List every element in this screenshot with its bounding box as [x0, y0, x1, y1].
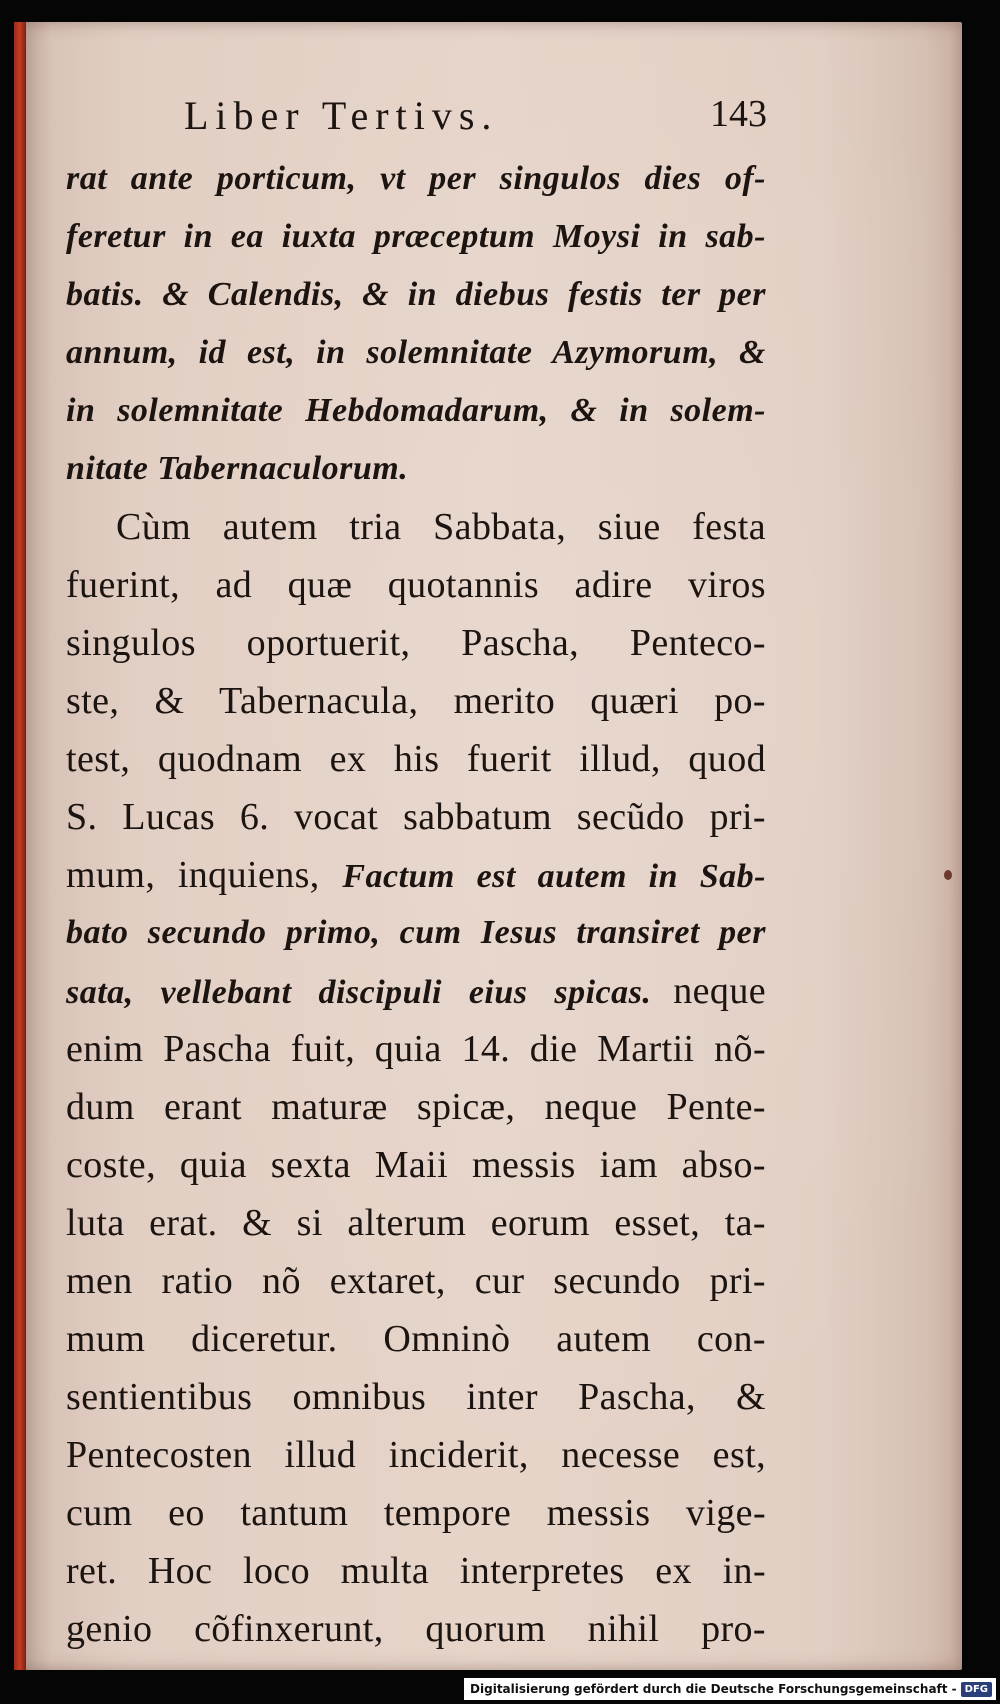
- text-segment-roman: neque: [673, 970, 766, 1012]
- text-line: luta erat. & si alterum eorum esset, ta-: [66, 1202, 766, 1244]
- text-line: coste, quia sexta Maii messis iam abso-: [66, 1144, 766, 1186]
- text-line: S. Lucas 6. vocat sabbatum secũdo pri-: [66, 796, 766, 838]
- text-line: test, quodnam ex his fuerit illud, quod: [66, 738, 766, 780]
- text-line: in solemnitate Hebdomadarum, & in solem-: [66, 392, 766, 429]
- text-line: men ratio nõ extaret, cur secundo pri-: [66, 1260, 766, 1302]
- text-line: annum, id est, in solemnitate Azymorum, &: [66, 334, 766, 371]
- text-line: fuerint, ad quæ quotannis adire viros: [66, 564, 766, 606]
- text-line-mixed: [66, 962, 766, 1020]
- text-line: genio cõfinxerunt, quorum nihil pro-: [66, 1608, 766, 1650]
- text-segment-italic: Factum est autem in Sab-: [342, 858, 766, 895]
- text-line: Pentecosten illud inciderit, necesse est,: [66, 1434, 766, 1476]
- text-segment-roman: mum, inquiens,: [66, 854, 343, 896]
- text-line: sentientibus omnibus inter Pascha, &: [66, 1376, 766, 1418]
- text-line: mum diceretur. Omninò autem con-: [66, 1318, 766, 1360]
- paper-stain-speck: [944, 870, 952, 880]
- text-line: dum erant maturæ spicæ, neque Pente-: [66, 1086, 766, 1128]
- book-spine-edge: [14, 22, 26, 1670]
- text-line: enim Pascha fuit, quia 14. die Martii nõ-: [66, 1028, 766, 1070]
- dfg-logo-icon: DFG: [961, 1682, 992, 1697]
- text-line: Cùm autem tria Sabbata, siue festa: [116, 506, 766, 548]
- text-line: nitate Tabernaculorum.: [66, 450, 409, 487]
- text-line: bato secundo primo, cum Iesus transiret per: [66, 914, 766, 951]
- text-line-mixed: [66, 846, 766, 904]
- text-line: ret. Hoc loco multa interpretes ex in-: [66, 1550, 766, 1592]
- text-line: cum eo tantum tempore messis vige-: [66, 1492, 766, 1534]
- page-number: 143: [710, 93, 767, 135]
- text-line: rat ante porticum, vt per singulos dies of-: [66, 160, 766, 197]
- text-line: singulos oportuerit, Pascha, Penteco-: [66, 622, 766, 664]
- page-body: [66, 150, 766, 1658]
- credit-text: Digitalisierung gefördert durch die Deutsche Forschungsgemeinschaft -: [470, 1682, 957, 1696]
- text-line: feretur in ea iuxta præceptum Moysi in sab-: [66, 218, 766, 255]
- text-segment-italic: sata, vellebant discipuli eius spicas.: [66, 974, 652, 1011]
- book-page: [14, 22, 962, 1670]
- text-line: batis. & Calendis, & in diebus festis ter per: [66, 276, 766, 313]
- digitization-credit: [464, 1678, 996, 1700]
- text-line: ste, & Tabernacula, merito quæri po-: [66, 680, 766, 722]
- running-head: Liber Tertivs.: [184, 93, 499, 138]
